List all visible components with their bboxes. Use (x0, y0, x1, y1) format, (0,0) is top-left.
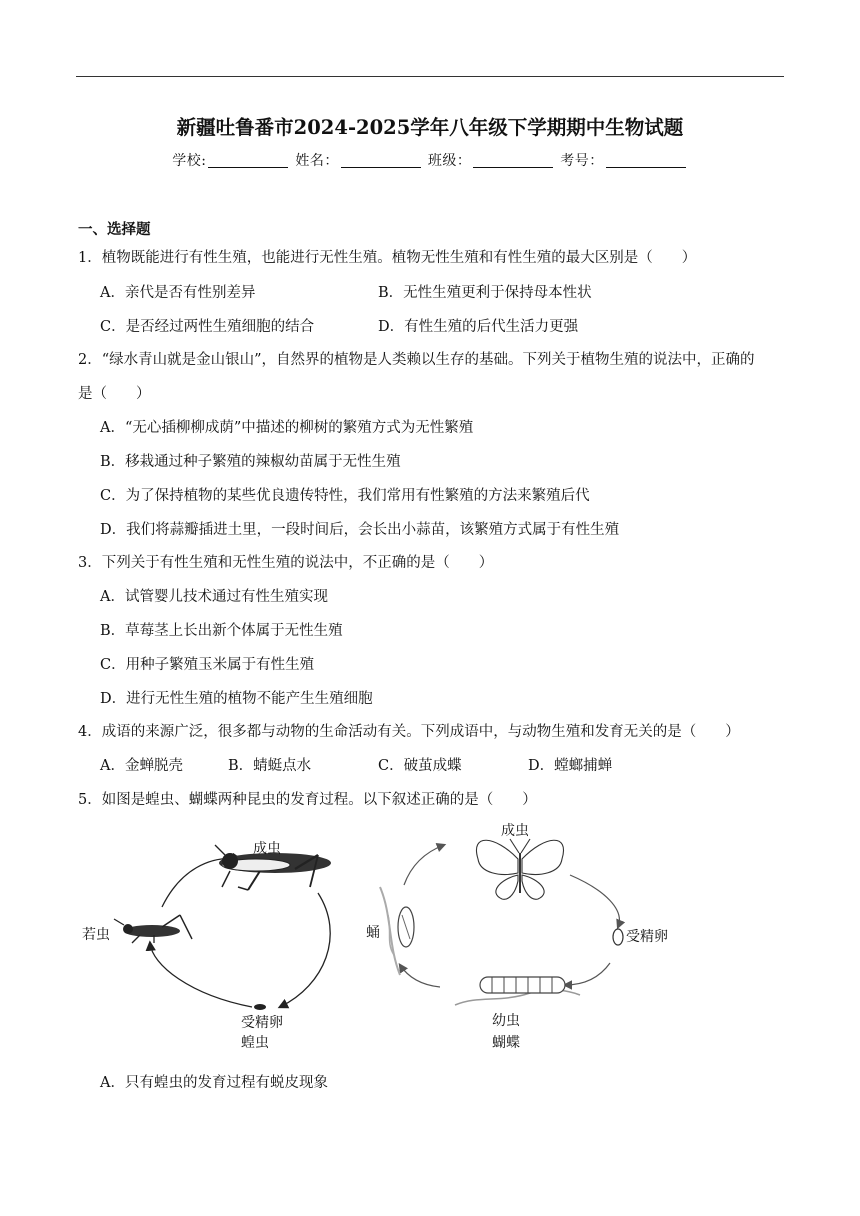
butterfly-arrow-adult-to-egg (570, 875, 619, 927)
q1-option-c[interactable]: C．是否经过两性生殖细胞的结合 (100, 319, 315, 335)
q4-option-d[interactable]: D．螳螂捕蝉 (528, 758, 613, 774)
butterfly-egg-icon (613, 929, 623, 945)
q2-option-a[interactable]: A．“无心插柳柳成荫”中描述的柳树的繁殖方式为无性繁殖 (100, 420, 474, 436)
locust-egg-label: 受精卵 (241, 1015, 283, 1031)
q2-stem-line1: 2．“绿水青山就是金山银山”，自然界的植物是人类赖以生存的基础。下列关于植物生殖的说法中，正确的 (78, 352, 755, 368)
q1-option-a[interactable]: A．亲代是否有性别差异 (100, 285, 256, 301)
locust-nymph-label: 若虫 (82, 927, 110, 943)
q2-option-b[interactable]: B．移栽通过种子繁殖的辣椒幼苗属于无性生殖 (100, 454, 401, 470)
class-blank[interactable] (473, 153, 553, 168)
butterfly-pupa-label: 蛹 (366, 925, 380, 941)
q3-option-a[interactable]: A．试管婴儿技术通过有性生殖实现 (100, 589, 328, 605)
class-label: 班级： (427, 153, 472, 169)
butterfly-adult-icon (476, 839, 563, 899)
q2-option-d[interactable]: D．我们将蒜瓣插进土里，一段时间后，会长出小蒜苗，该繁殖方式属于有性生殖 (100, 522, 620, 538)
butterfly-pupa-icon (380, 887, 414, 975)
butterfly-larva-label: 幼虫 (492, 1013, 520, 1029)
q1-stem: 1．植物既能进行有性生殖，也能进行无性生殖。植物无性生殖和有性生殖的最大区别是（ ） (78, 250, 697, 266)
q1-option-b[interactable]: B．无性生殖更利于保持母本性状 (378, 285, 592, 301)
butterfly-larva-icon (455, 977, 580, 1005)
q2-option-c[interactable]: C．为了保持植物的某些优良遗传特性，我们常用有性繁殖的方法来繁殖后代 (100, 488, 590, 504)
school-blank[interactable] (208, 153, 288, 168)
q5-option-a[interactable]: A．只有蝗虫的发育过程有蜕皮现象 (100, 1075, 328, 1091)
development-figure (70, 815, 710, 1055)
q2-stem-line2: 是（ ） (78, 386, 151, 402)
q4-option-a[interactable]: A．金蝉脱壳 (100, 758, 183, 774)
q3-stem: 3．下列关于有性生殖和无性生殖的说法中，不正确的是（ ） (78, 555, 494, 571)
butterfly-caption: 蝴蝶 (492, 1035, 520, 1051)
page-title: 新疆吐鲁番市2024-2025学年八年级下学期期中生物试题 (176, 116, 684, 139)
locust-arrow-adult-to-egg (280, 893, 330, 1007)
locust-arrow-egg-to-nymph (150, 943, 252, 1007)
butterfly-arrow-pupa-to-adult (404, 845, 444, 885)
q5-stem: 5．如图是蝗虫、蝴蝶两种昆虫的发育过程。以下叙述正确的是（ ） (78, 792, 537, 808)
locust-nymph-icon (114, 915, 192, 943)
name-label: 姓名： (295, 153, 339, 169)
butterfly-adult-label: 成虫 (501, 823, 529, 839)
q4-option-b[interactable]: B．蜻蜓点水 (228, 758, 312, 774)
locust-caption: 蝗虫 (241, 1035, 269, 1051)
butterfly-arrow-egg-to-larva (565, 963, 610, 985)
butterfly-arrow-larva-to-pupa (400, 965, 440, 987)
q1-option-d[interactable]: D．有性生殖的后代生活力更强 (378, 319, 579, 335)
q3-option-d[interactable]: D．进行无性生殖的植物不能产生生殖细胞 (100, 691, 373, 707)
q3-option-b[interactable]: B．草莓茎上长出新个体属于无性生殖 (100, 623, 343, 639)
school-label: 学校: (172, 153, 207, 169)
name-blank[interactable] (341, 153, 421, 168)
section-heading: 一、选择题 (78, 221, 151, 238)
top-rule (76, 76, 784, 77)
butterfly-egg-label: 受精卵 (626, 929, 668, 945)
student-info-line (0, 150, 860, 170)
q4-stem: 4．成语的来源广泛，很多都与动物的生命活动有关。下列成语中，与动物生殖和发育无关的是（ ） (78, 724, 740, 740)
locust-adult-label: 成虫 (253, 841, 281, 857)
number-label: 考号： (560, 153, 604, 169)
number-blank[interactable] (606, 153, 686, 168)
locust-egg-icon (254, 1004, 266, 1010)
q4-option-c[interactable]: C．破茧成蝶 (378, 758, 462, 774)
q3-option-c[interactable]: C．用种子繁殖玉米属于有性生殖 (100, 657, 315, 673)
